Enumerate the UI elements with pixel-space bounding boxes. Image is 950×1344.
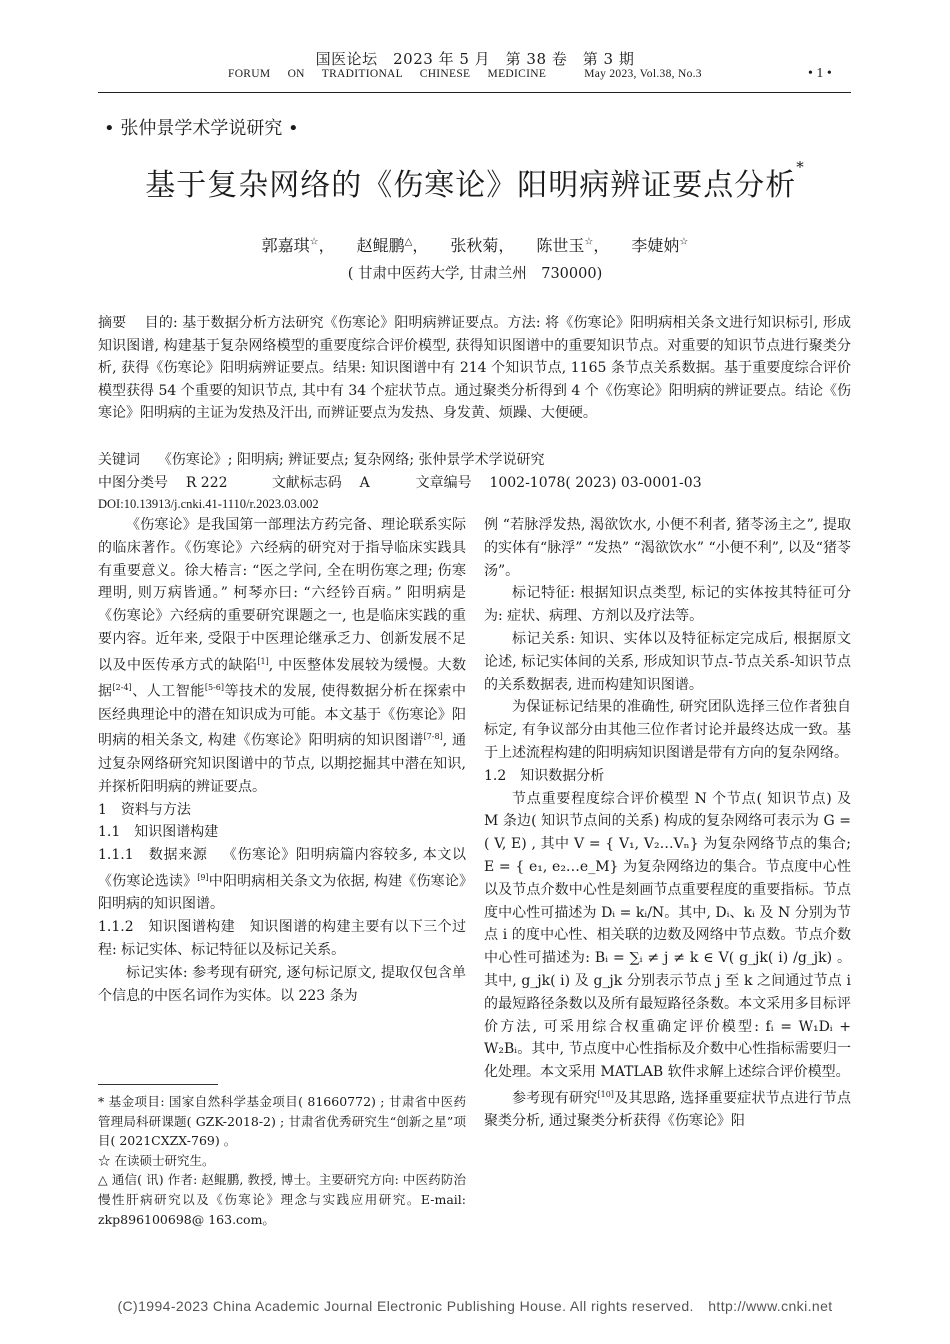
body-right-column (484, 514, 851, 1133)
issue-info-en: May 2023, Vol.38, No.3 (584, 68, 702, 80)
entity-paragraph: 标记实体: 参考现有研究, 逐句标记原文, 提取仅包含单个信息的中医名词作为实体。以 223 条为 (98, 964, 466, 1004)
author: 张秋菊， (450, 236, 515, 255)
citation: [10] (597, 1089, 614, 1099)
journal-name-en: FORUM ON TRADITIONAL CHINESE MEDICINE (228, 68, 547, 80)
page-number: • 1 • (808, 66, 832, 81)
abstract-text: 目的: 基于数据分析方法研究《伤寒论》阳明病辨证要点。方法: 将《伤寒论》阳明病相关条文进行知识标引, 形成知识图谱, 构建基于复杂网络模型的重要度综合评价模型, 获得知识图谱中的重要知识节点。对重要的知识节点进行聚类分析, 获得《伤寒论》阳明病辨证要点。结果: 知识图谱中有 214 个知识节点, 1165 条节点关系数据。基于重要度综合评价模型获得 54 个重要的知识节点, 其中有 34 个症状节点。通过聚类分析得到 4 个《伤寒论》阳明病的辨证要点。结论《伤寒论》阳明病的主证为发热及汗出, 而辨证要点为发热、身发黄、烦躁、大便硬。 (98, 315, 852, 422)
footnote-fund: * 基金项目: 国家自然科学基金项目( 81660772) ; 甘肃省中医药管理局科研课题( GZK-2018-2) ; 甘肃省优秀研究生“创新之星”项目( 2021CXZX-769) 。 (98, 1094, 466, 1149)
abstract (98, 312, 851, 425)
article-title (0, 160, 950, 204)
section-heading: 1 资料与方法 (98, 801, 191, 818)
title-footnote-mark: * (796, 158, 805, 176)
citation: [2-4] (112, 683, 132, 693)
journal-header-en (228, 68, 702, 80)
title-text: 基于复杂网络的《伤寒论》阳明病辨证要点分析 (145, 168, 797, 203)
author: 李婕妠☆ (631, 236, 689, 255)
footnote-rule (98, 1084, 218, 1085)
intro-paragraph: 《伤寒论》是我国第一部理法方药完备、理论联系实际的临床著作。《伤寒论》六经病的研究对于指导临床实践具有重要意义。徐大椿言: “医之学问, 全在明伤寒之理; 伤寒理明, 则万病皆通。” 柯琴亦曰: “六经钤百病。” 阳明病是《伤寒论》六经病的重要研究课题之一, 也是临床实践的重要内容。近年来, 受限于中医理论继承乏力、创新发展不足以及中医传承方式的缺陷[1], 中医整体发展较为缓慢。大数据[2-4]、人工智能[5-6]等技术的发展, 使得数据分析在探索中医经典理论中的潜在知识成为可能。本文基于《伤寒论》阳明病的相关条文, 构建《伤寒论》阳明病的知识图谱[7-8], 通过复杂网络研究知识图谱中的节点, 以期挖掘其中潜在知识, 并探析阳明病的辨证要点。 (98, 517, 467, 795)
abstract-label: 摘要 (98, 315, 127, 331)
author: 陈世玉☆， (536, 236, 610, 255)
footnotes (98, 1092, 466, 1229)
subsection-heading: 1.1 知识图谱构建 (98, 824, 219, 841)
citation: [5-6] (204, 683, 225, 693)
citation: [1] (257, 656, 269, 666)
footnote-student: ☆ 在读硕士研究生。 (98, 1152, 215, 1168)
copyright-footer: (C)1994-2023 China Academic Journal Electronic Publishing House. All rights reserved. http://www.cnki.net (117, 1298, 833, 1314)
feature-paragraph: 标记特征: 根据知识点类型, 标记的实体按其特征可分为: 症状、病理、方剂以及疗法等。 (484, 585, 851, 625)
keywords-text: 《伤寒论》; 阳明病; 辨证要点; 复杂网络; 张仲景学术学说研究 (157, 452, 545, 468)
article-no-value: 1002-1078( 2023) 03-0001-03 (489, 475, 702, 491)
classification-line (98, 472, 702, 492)
footnote-corresponding: △ 通信( 讯) 作者: 赵鲲鹏, 教授, 博士。主要研究方向: 中医药防治慢性肝病研究以及《伤寒论》理念与实践应用研究。E-mail: zkp896100698@ 163.com。 (98, 1172, 466, 1227)
author: 赵鲲鹏△， (356, 236, 429, 255)
keywords (98, 449, 851, 471)
affiliation: ( 甘肃中医药大学, 甘肃兰州 730000) (347, 266, 603, 282)
doc-code-value: A (359, 475, 370, 491)
accuracy-paragraph: 为保证标记结果的准确性, 研究团队选择三位作者独自标定, 有争议部分由其他三位作者讨论并最终达成一致。基于上述流程构建的阳明病知识图谱是带有方向的复杂网络。 (484, 699, 851, 761)
subsection-heading: 1.2 知识数据分析 (484, 767, 605, 784)
citation: [9] (197, 872, 209, 882)
cluster-paragraph: 参考现有研究[10]及其思路, 选择重要症状节点进行节点聚类分析, 通过聚类分析获得《伤寒论》阳 (484, 1089, 851, 1130)
data-source-paragraph: 1.1.1 数据来源 《伤寒论》阳明病篇内容较多, 本文以《伤寒论选读》[9]中阳明病相关条文为依据, 构建《伤寒论》阳明病的知识图谱。 (98, 847, 467, 913)
article-no-label: 文章编号 (415, 475, 472, 491)
header-rule (98, 92, 851, 93)
journal-header-cn: 国医论坛 2023 年 5 月 第 38 卷 第 3 期 (315, 50, 635, 68)
column-head: • 张仲景学术学说研究 • (104, 118, 299, 139)
doc-code-label: 文献标志码 (271, 475, 342, 491)
citation: [7-8] (423, 732, 443, 742)
keywords-label: 关键词 (98, 452, 140, 468)
graph-build-paragraph: 1.1.2 知识图谱构建 知识图谱的构建主要有以下三个过程: 标记实体、标记特征以及标记关系。 (98, 919, 467, 958)
model-paragraph: 节点重要程度综合评价模型 N 个节点( 知识节点) 及 M 条边( 知识节点间的关系) 构成的复杂网络可表示为 G = ( V, E) , 其中 V = { V₁, V₂…Vₙ} 为复杂网络节点的集合; E = { e₁, e₂…e_M} 为复杂网络边的集合。节点度中心性以及节点介数中心性是刻画节点重要程度的重要指标。节点度中心性可描述为 Dᵢ = kᵢ/N。其中, Dᵢ、kᵢ 及 N 分别为节点 i 的度中心性、相关联的边数及网络中节点数。节点介数中心性可描述为: Bᵢ = ∑ᵢ ≠ j ≠ k ∈ V( g_jk( i) /g_jk) 。其中, g_jk( i) 及 g_jk 分别表示节点 j 至 k 之间通过节点 i 的最短路径条数以及所有最短路径条数。本文采用多目标评价方法, 可采用综合权重确定评价模型: fᵢ = W₁Dᵢ + W₂Bᵢ。其中, 节点度中心性指标及介数中心性指标需要归一化处理。本文采用 MATLAB 软件求解上述综合评价模型。 (484, 790, 851, 1081)
body-left-column (98, 514, 466, 1007)
clc-label: 中图分类号 (98, 475, 168, 491)
author-list (0, 233, 950, 256)
author: 郭嘉琪☆， (261, 236, 335, 255)
entity-paragraph-cont: 例 “若脉浮发热, 渴欲饮水, 小便不利者, 猪苓汤主之”, 提取的实体有“脉浮” “发热” “渴欲饮水” “小便不利”, 以及“猪苓汤”。 (484, 517, 851, 579)
relation-paragraph: 标记关系: 知识、实体以及特征标定完成后, 根据原文论述, 标记实体间的关系, 形成知识节点-节点关系-知识节点的关系数据表, 进而构建知识图谱。 (484, 630, 851, 693)
clc-value: R 222 (185, 475, 228, 491)
doi: DOI:10.13913/j.cnki.41-1110/r.2023.03.002 (98, 497, 319, 511)
